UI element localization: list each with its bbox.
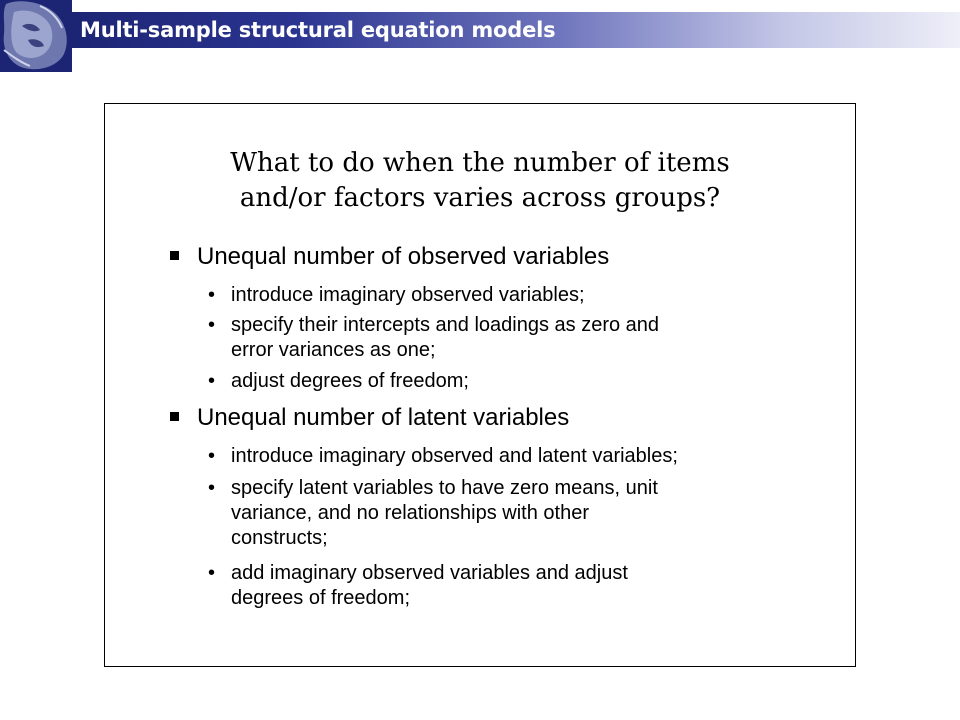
square-bullet-icon	[170, 412, 179, 421]
dot-bullet-icon: •	[208, 284, 216, 306]
section-label: Unequal number of latent variables	[197, 404, 570, 431]
dot-bullet-icon: •	[208, 370, 216, 392]
header-title: Multi-sample structural equation models	[80, 18, 556, 42]
square-bullet-icon	[170, 251, 179, 260]
slide-heading-line-2: and/or factors varies across groups?	[239, 183, 721, 213]
dot-bullet-icon: •	[208, 314, 216, 336]
bullet-text-line: add imaginary observed variables and adjust	[231, 562, 628, 584]
bullet-text-line: introduce imaginary observed variables;	[231, 284, 585, 306]
bullet-text-line: adjust degrees of freedom;	[231, 370, 469, 392]
dot-bullet-icon: •	[208, 445, 216, 467]
header-banner	[72, 12, 960, 48]
dot-bullet-icon: •	[208, 562, 216, 584]
slide-heading-line-1: What to do when the number of items	[230, 148, 730, 178]
dot-bullet-icon: •	[208, 477, 216, 499]
bullet-text-line: variance, and no relationships with other	[231, 502, 589, 524]
bullet-text-line: error variances as one;	[231, 339, 436, 361]
bullet-text-line: constructs;	[231, 527, 328, 549]
slide-heading	[105, 146, 855, 216]
lion-head-logo-icon	[0, 0, 72, 72]
bullet-text-line: degrees of freedom;	[231, 587, 410, 609]
bullet-text-line: introduce imaginary observed and latent variables;	[231, 445, 678, 467]
bullet-text-line: specify their intercepts and loadings as zero and	[231, 314, 660, 336]
bullet-text-line: specify latent variables to have zero means, unit	[231, 477, 658, 499]
section-label: Unequal number of observed variables	[197, 243, 610, 270]
slide-image	[104, 103, 856, 667]
